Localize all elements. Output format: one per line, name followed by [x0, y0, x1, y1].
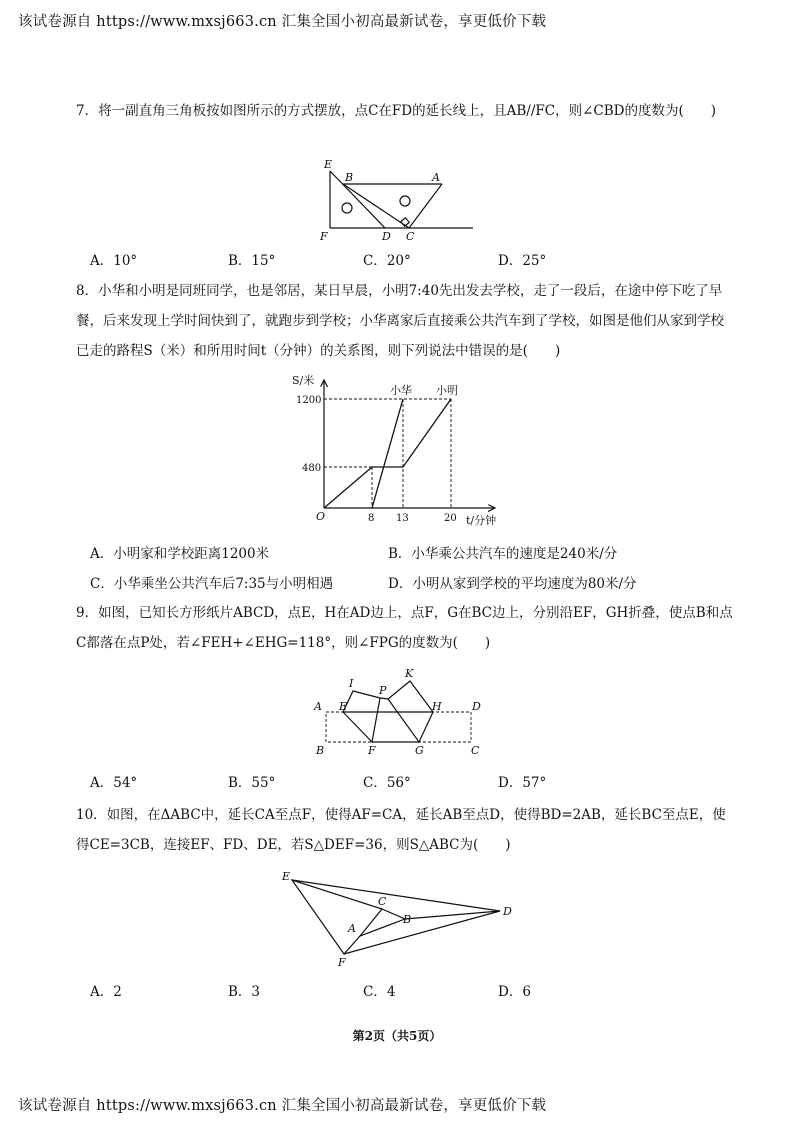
graph-y-axis-label: S/米 — [292, 374, 315, 387]
question-9-stem: 9．如图，已知长方形纸片ABCD，点E，H在AD边上，点F，G在BC边上，分别沿EF，GH折叠，使点B和点C都落在点P处，若∠FEH+∠EHG=118°，则∠FPG的度数为( ) — [76, 605, 733, 651]
footer-banner: 该试卷源自 https://www.mxsj663.cn 汇集全国小初高最新试卷，享更低价下载 — [18, 1098, 547, 1114]
q9-option-d: D．57° — [498, 775, 547, 791]
question-9-figure — [306, 660, 506, 760]
q9-option-a: A．54° — [90, 775, 138, 791]
graph-x-axis-label: t/分钟 — [466, 514, 497, 527]
fig7-label-d: D — [382, 230, 391, 243]
fig9-label-e: E — [339, 700, 348, 713]
fig7-label-e: E — [324, 158, 333, 171]
fig10-label-e: E — [282, 870, 291, 883]
q10-option-d: D．6 — [498, 984, 531, 1000]
fig10-label-c: C — [378, 895, 387, 908]
header-banner: 该试卷源自 https://www.mxsj663.cn 汇集全国小初高最新试卷，享更低价下载 — [18, 14, 547, 30]
page-number: 第2页（共5页） — [352, 1029, 442, 1043]
q7-option-d: D．25° — [498, 253, 547, 269]
q8-option-a: A．小明家和学校距离1200米 — [90, 546, 270, 562]
q10-option-c: C．4 — [363, 984, 396, 1000]
q10-option-a: A．2 — [90, 984, 122, 1000]
graph-y-tick-480: 480 — [302, 463, 322, 474]
fig9-label-k: K — [405, 667, 414, 680]
fig9-label-b: B — [316, 744, 325, 757]
q7-option-c: C．20° — [363, 253, 411, 269]
fig9-label-a: A — [314, 700, 322, 713]
q7-option-b: B．15° — [228, 253, 276, 269]
q7-option-a: A．10° — [90, 253, 138, 269]
fig10-label-d: D — [503, 905, 512, 918]
question-7-stem: 7．将一副直角三角板按如图所示的方式摆放，点C在FD的延长线上，且AB//FC，则∠CBD的度数为( ) — [76, 103, 716, 119]
q10-option-b: B．3 — [228, 984, 261, 1000]
graph-x-tick-8: 8 — [368, 513, 375, 524]
q8-option-b: B．小华乘公共汽车的速度是240米/分 — [388, 546, 618, 562]
graph-origin-label: O — [316, 510, 326, 523]
q8-option-c: C．小华乘坐公共汽车后7:35与小明相遇 — [90, 576, 334, 592]
fig7-label-b: B — [345, 171, 354, 184]
graph-x-tick-20: 20 — [444, 513, 457, 524]
fig9-label-d: D — [472, 700, 481, 713]
fig10-label-b: B — [403, 913, 412, 926]
question-10-stem: 10．如图，在ΔABC中，延长CA至点F，使得AF=CA，延长AB至点D，使得BD=2AB，延长BC至点E，使得CE=3CB，连接EF、FD、DE，若S△DEF=36，则S△ABC为( ) — [76, 807, 726, 853]
fig9-label-g: G — [415, 744, 424, 757]
question-7-figure — [310, 155, 490, 245]
q9-option-b: B．55° — [228, 775, 276, 791]
fig10-label-f: F — [338, 956, 346, 969]
fig9-label-h: H — [432, 700, 442, 713]
fig9-label-f: F — [368, 744, 376, 757]
fig9-label-c: C — [471, 744, 480, 757]
graph-x-tick-13: 13 — [396, 513, 409, 524]
question-8-stem: 8．小华和小明是同班同学，也是邻居，某日早晨，小明7:40先出发去学校，走了一段后，在途中停下吃了早餐，后来发现上学时间快到了，就跑步到学校；小华离家后直接乘公共汽车到了学校，如图是他们从家到学校已走的路程S（米）和所用时间t（分钟）的关系图，则下列说法中错误的是( ) — [76, 283, 724, 359]
graph-series-label-xiaoming: 小明 — [436, 384, 458, 397]
q8-option-d: D．小明从家到学校的平均速度为80米/分 — [388, 576, 637, 592]
fig9-label-i: I — [349, 677, 354, 690]
fig7-label-f: F — [320, 230, 328, 243]
fig7-label-a: A — [432, 171, 440, 184]
question-10-figure — [276, 866, 526, 976]
fig9-label-p: P — [379, 684, 387, 697]
graph-series-label-xiaohua: 小华 — [390, 384, 412, 397]
fig10-label-a: A — [348, 922, 356, 935]
question-8-graph — [290, 370, 510, 530]
graph-y-tick-1200: 1200 — [296, 395, 322, 406]
fig7-label-c: C — [406, 230, 415, 243]
q9-option-c: C．56° — [363, 775, 411, 791]
